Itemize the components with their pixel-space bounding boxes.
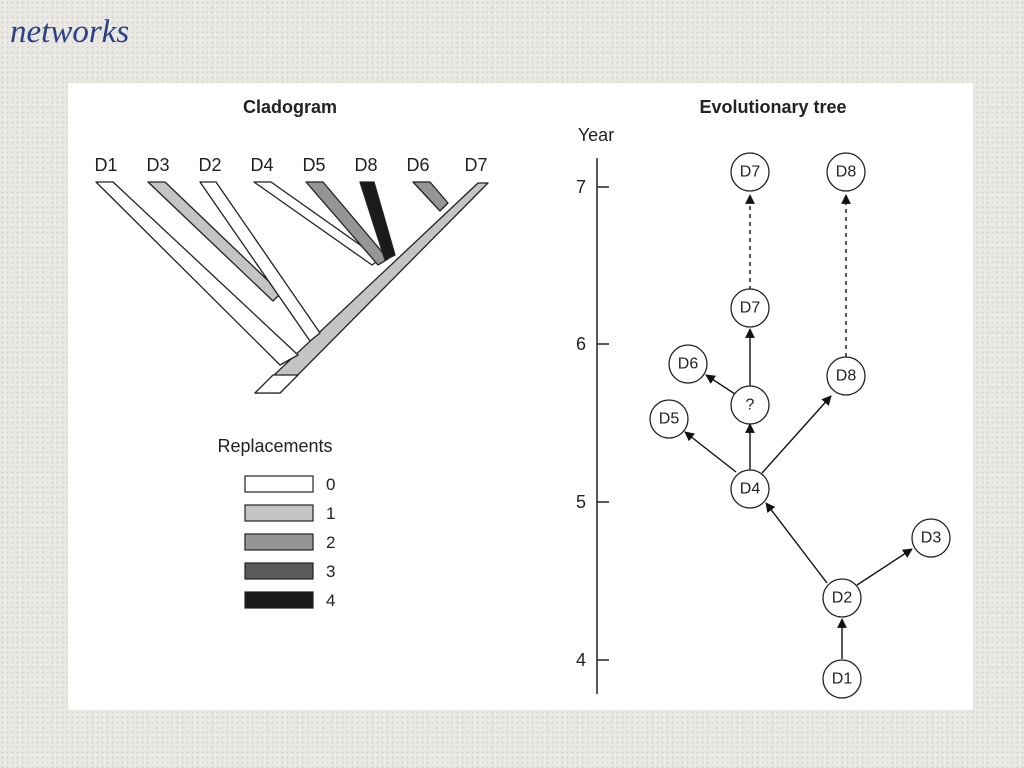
edge-d2-d3 bbox=[857, 549, 912, 585]
node-d1 bbox=[823, 660, 861, 698]
legend bbox=[245, 475, 335, 610]
tip-label: D8 bbox=[354, 155, 378, 175]
edge-d2-d4 bbox=[766, 503, 827, 583]
legend-label: 3 bbox=[326, 562, 336, 581]
legend-swatch-2 bbox=[245, 534, 313, 550]
legend-swatch-0 bbox=[245, 476, 313, 492]
cladogram-branches bbox=[96, 182, 488, 393]
axis-tick-label: 5 bbox=[575, 492, 587, 512]
legend-label: 4 bbox=[326, 591, 336, 610]
node-label: D3 bbox=[920, 529, 942, 547]
tip-label: D4 bbox=[250, 155, 274, 175]
node-label: D8 bbox=[835, 367, 857, 385]
axis-tick-label: 7 bbox=[575, 177, 587, 197]
node-label: D7 bbox=[739, 163, 761, 181]
node-label: D1 bbox=[831, 670, 853, 688]
legend-label: 0 bbox=[326, 475, 336, 494]
tip-label: D5 bbox=[302, 155, 326, 175]
edge-d4-d8 bbox=[762, 396, 831, 473]
legend-label: 1 bbox=[326, 504, 336, 523]
tip-label: D2 bbox=[198, 155, 222, 175]
node-label: D8 bbox=[835, 163, 857, 181]
node-d7-mid bbox=[731, 289, 769, 327]
node-d8-mid bbox=[827, 357, 865, 395]
branch-root bbox=[255, 375, 298, 393]
node-label: D6 bbox=[677, 355, 699, 373]
legend-title: Replacements bbox=[217, 436, 333, 456]
edge-q-d6 bbox=[706, 375, 738, 396]
tip-label: D6 bbox=[406, 155, 430, 175]
node-d3 bbox=[912, 519, 950, 557]
edge-d4-d5 bbox=[685, 432, 736, 472]
axis-tick-label: 6 bbox=[575, 334, 587, 354]
tree-edges bbox=[685, 195, 912, 659]
node-label: D7 bbox=[739, 299, 761, 317]
node-d8-top bbox=[827, 153, 865, 191]
figure-panel bbox=[68, 83, 973, 710]
branch-d6 bbox=[413, 182, 448, 211]
tip-label: D3 bbox=[146, 155, 170, 175]
node-d7-top bbox=[731, 153, 769, 191]
node-d4 bbox=[731, 470, 769, 508]
tip-label: D7 bbox=[464, 155, 488, 175]
legend-label: 2 bbox=[326, 533, 336, 552]
axis-label: Year bbox=[577, 125, 615, 145]
node-unknown bbox=[731, 386, 769, 424]
node-label: D4 bbox=[739, 480, 761, 498]
cladogram-tip-labels bbox=[94, 155, 487, 175]
node-label: D2 bbox=[831, 589, 853, 607]
cladogram-title: Cladogram bbox=[242, 97, 338, 117]
year-axis bbox=[576, 125, 614, 694]
tip-label: D1 bbox=[94, 155, 118, 175]
node-d5 bbox=[650, 400, 688, 438]
legend-swatch-3 bbox=[245, 563, 313, 579]
node-label: D5 bbox=[658, 410, 680, 428]
legend-swatch-1 bbox=[245, 505, 313, 521]
node-label: ? bbox=[745, 396, 755, 414]
figure-svg bbox=[68, 83, 973, 710]
slide-title: networks bbox=[10, 14, 130, 50]
node-d2 bbox=[823, 579, 861, 617]
legend-swatch-4 bbox=[245, 592, 313, 608]
tree-title: Evolutionary tree bbox=[699, 97, 847, 117]
node-d6 bbox=[669, 345, 707, 383]
axis-tick-label: 4 bbox=[575, 650, 587, 670]
